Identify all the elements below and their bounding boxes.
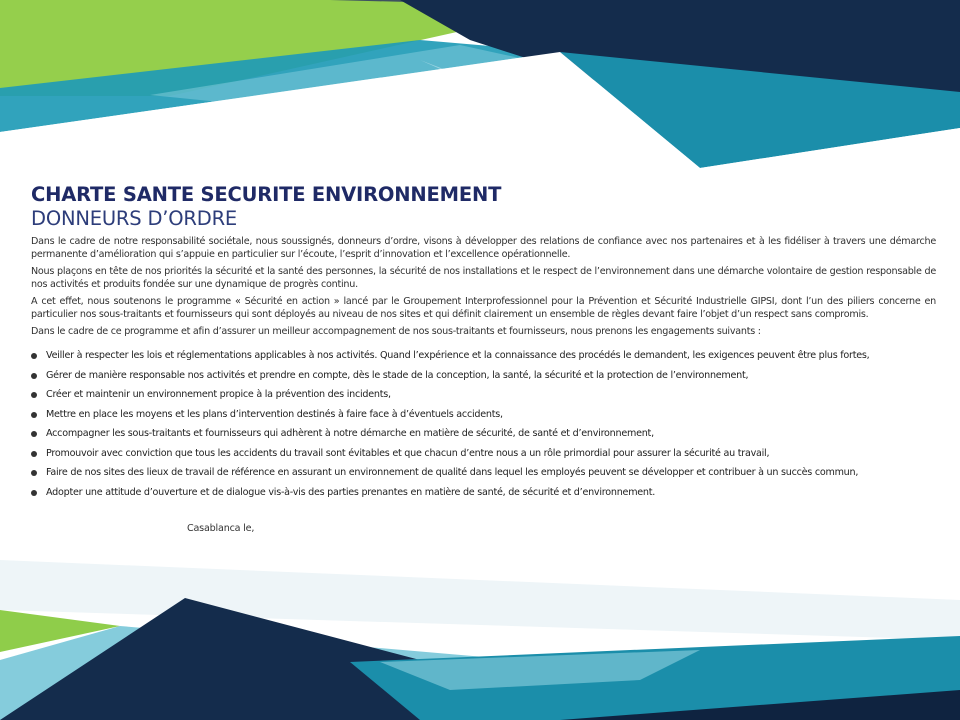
intro-paragraph-2: Nous plaçons en tête de nos priorités la sécurité et la santé des personnes, la sécurité de nos installations et le respect de l’environnement dans une démarche volontaire de gestion responsable de nos activités et produits fondée sur une dynamique de progrès continu. bbox=[31, 266, 936, 290]
bullet-icon bbox=[31, 470, 37, 476]
commitment-item bbox=[31, 444, 936, 464]
bullet-icon bbox=[31, 412, 37, 418]
commitment-item bbox=[31, 463, 936, 483]
commitment-text: Créer et maintenir un environnement propice à la prévention des incidents, bbox=[46, 389, 391, 400]
commitment-item bbox=[31, 385, 936, 405]
commitment-text: Veiller à respecter les lois et réglementations applicables à nos activités. Quand l’expérience et la connaissance des procédés le demandent, les exigences peuvent être plus fortes, bbox=[46, 350, 870, 361]
intro-paragraph-1: Dans le cadre de notre responsabilité sociétale, nous soussignés, donneurs d’ordre, visons à développer des relations de confiance avec nos partenaires et à les fidéliser à travers une démarche permanente d’amélioration qui s’appuie en particulier sur l’écoute, l’esprit d’innovation et l’excellence opérationnelle. bbox=[31, 236, 936, 260]
bullet-icon bbox=[31, 451, 37, 457]
intro-paragraph-4: Dans le cadre de ce programme et afin d’assurer un meilleur accompagnement de nos sous-traitants et fournisseurs, nous prenons les engagements suivants : bbox=[31, 326, 761, 337]
bullet-icon bbox=[31, 353, 37, 359]
commitment-text: Faire de nos sites des lieux de travail de référence en assurant un environnement de qualité dans lequel les employés peuvent se développer et contribuer à un succès commun, bbox=[46, 467, 859, 478]
commitment-text: Promouvoir avec conviction que tous les accidents du travail sont évitables et que chacun d’entre nous a un rôle primordial pour assurer la sécurité au travail, bbox=[46, 447, 770, 459]
bullet-icon bbox=[31, 373, 37, 379]
document-subtitle: DONNEURS D’ORDRE bbox=[31, 207, 238, 230]
commitment-item bbox=[31, 366, 936, 386]
commitment-text: Adopter une attitude d’ouverture et de dialogue vis-à-vis des parties prenantes en matière de santé, de sécurité et d’environnement. bbox=[46, 486, 656, 498]
bullet-icon bbox=[31, 431, 37, 437]
bullet-icon bbox=[31, 392, 37, 398]
commitment-text: Gérer de manière responsable nos activités et prendre en compte, dès le stade de la conception, la santé, la sécurité et la protection de l’environnement, bbox=[46, 369, 749, 381]
commitments-list bbox=[31, 346, 936, 502]
bullet-icon bbox=[31, 490, 37, 496]
closing-place-date: Casablanca le, bbox=[187, 523, 255, 534]
commitment-item bbox=[31, 424, 936, 444]
commitment-text: Mettre en place les moyens et les plans d’intervention destinés à faire face à d’éventuels accidents, bbox=[46, 408, 503, 420]
commitment-text: Accompagner les sous-traitants et fournisseurs qui adhèrent à notre démarche en matière de sécurité, de santé et d’environnement, bbox=[46, 428, 654, 439]
intro-paragraph-3: A cet effet, nous soutenons le programme « Sécurité en action » lancé par le Groupement Interprofessionnel pour la Prévention et Sécurité Industrielle GIPSI, dont l’un des piliers concerne en particulier nos sous-traitants et fournisseurs qui sont déployés au niveau de nos sites et qui définit clairement un ensemble de règles devant faire l’objet d’un respect sans compromis. bbox=[31, 296, 936, 320]
commitment-item bbox=[31, 483, 936, 503]
commitment-item bbox=[31, 346, 936, 366]
document-title: CHARTE SANTE SECURITE ENVIRONNEMENT bbox=[31, 183, 502, 206]
commitment-item bbox=[31, 405, 936, 425]
charter-content bbox=[31, 183, 936, 502]
